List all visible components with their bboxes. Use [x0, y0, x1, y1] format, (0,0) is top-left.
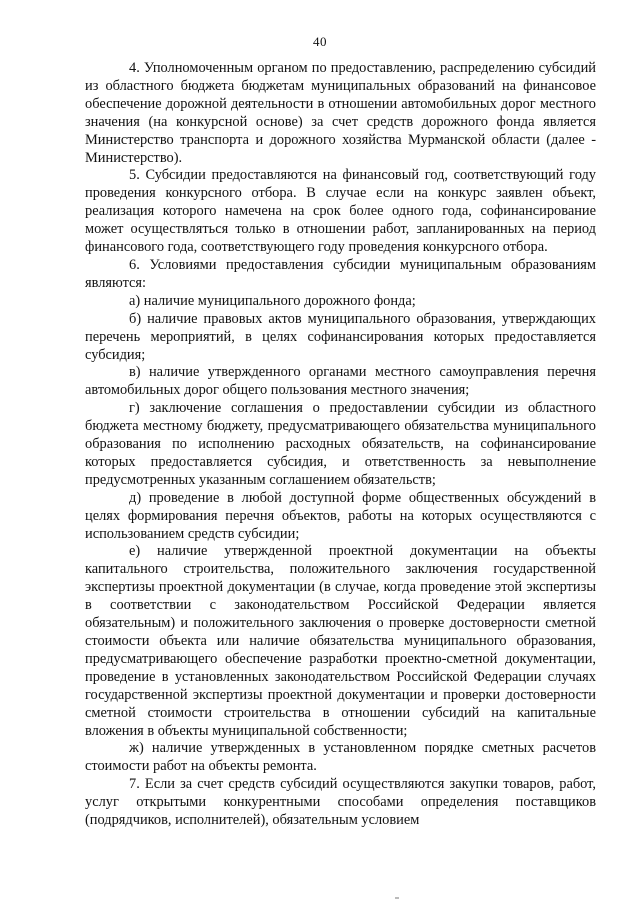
scan-artifact: [395, 897, 399, 899]
condition-a: а) наличие муниципального дорожного фонда;: [129, 292, 416, 309]
paragraph-5-subsidy-period: 5. Субсидии предоставляются на финансовый год, соответствующий году проведения конкурсного отбора. В случае если на конкурс заявлен объект, реализация которого намечена на срок более одного года, софинансирование может осуществляться только в отношении работ, запланированных на период финансового года, соответствующего году проведения конкурсного отбора.: [85, 167, 596, 256]
document-body: [85, 60, 596, 830]
condition-d: д) проведение в любой доступной форме общественных обсуждений в целях формирования перечня объектов, работы на которых осуществляются с использованием средств субсидии;: [85, 489, 596, 542]
condition-b: б) наличие правовых актов муниципального образования, утверждающих перечень мероприятий, в целях софинансирования которых предоставляется субсидия;: [85, 310, 596, 363]
condition-g: г) заключение соглашения о предоставлении субсидии из областного бюджета местному бюджету, предусматривающего обязательства муниципального образования по исполнению расходных обязательств, на софинансирование которых предоставляется субсидия, и ответственность за невыполнение предусмотренных указанным соглашением обязательств;: [85, 400, 596, 488]
condition-zh: ж) наличие утвержденных в установленном порядке сметных расчетов стоимости работ на объекты ремонта.: [85, 740, 596, 775]
paragraph-4-authorized-body: 4. Уполномоченным органом по предоставлению, распределению субсидий из областного бюджета бюджетам муниципальных образований на финансовое обеспечение дорожной деятельности в отношении автомобильных дорог местного значения (на конкурсной основе) за счет средств дорожного фонда является Министерство транспорта и дорожного хозяйства Мурманской области (далее - Министерство).: [85, 60, 596, 166]
paragraph-6-conditions-heading: 6. Условиями предоставления субсидии муниципальным образованиям являются:: [85, 256, 596, 291]
condition-v: в) наличие утвержденного органами местного самоуправления перечня автомобильных дорог общего пользования местного значения;: [85, 364, 596, 399]
page-number: 40: [313, 34, 327, 49]
paragraph-7-procurement: 7. Если за счет средств субсидий осуществляются закупки товаров, работ, услуг открытыми конкурентными способами определения поставщиков (подрядчиков, исполнителей), обязательным условием: [85, 776, 596, 829]
condition-e: е) наличие утвержденной проектной документации на объекты капитального строительства, положительного заключения государственной экспертизы проектной документации (в случае, когда проведение этой экспертизы в соответствии с законодательством Российской Федерации является обязательным) и положительного заключения о проверке достоверности сметной стоимости объекта или наличие обязательства муниципального образования, предусматривающего обеспечение разработки проектно-сметной документации, проведение в установленных законодательством Российской Федерации случаях государственной экспертизы проектной документации и проверки достоверности сметной стоимости строительства в отношении субсидий на капитальные вложения в объекты муниципальной собственности;: [85, 543, 596, 739]
